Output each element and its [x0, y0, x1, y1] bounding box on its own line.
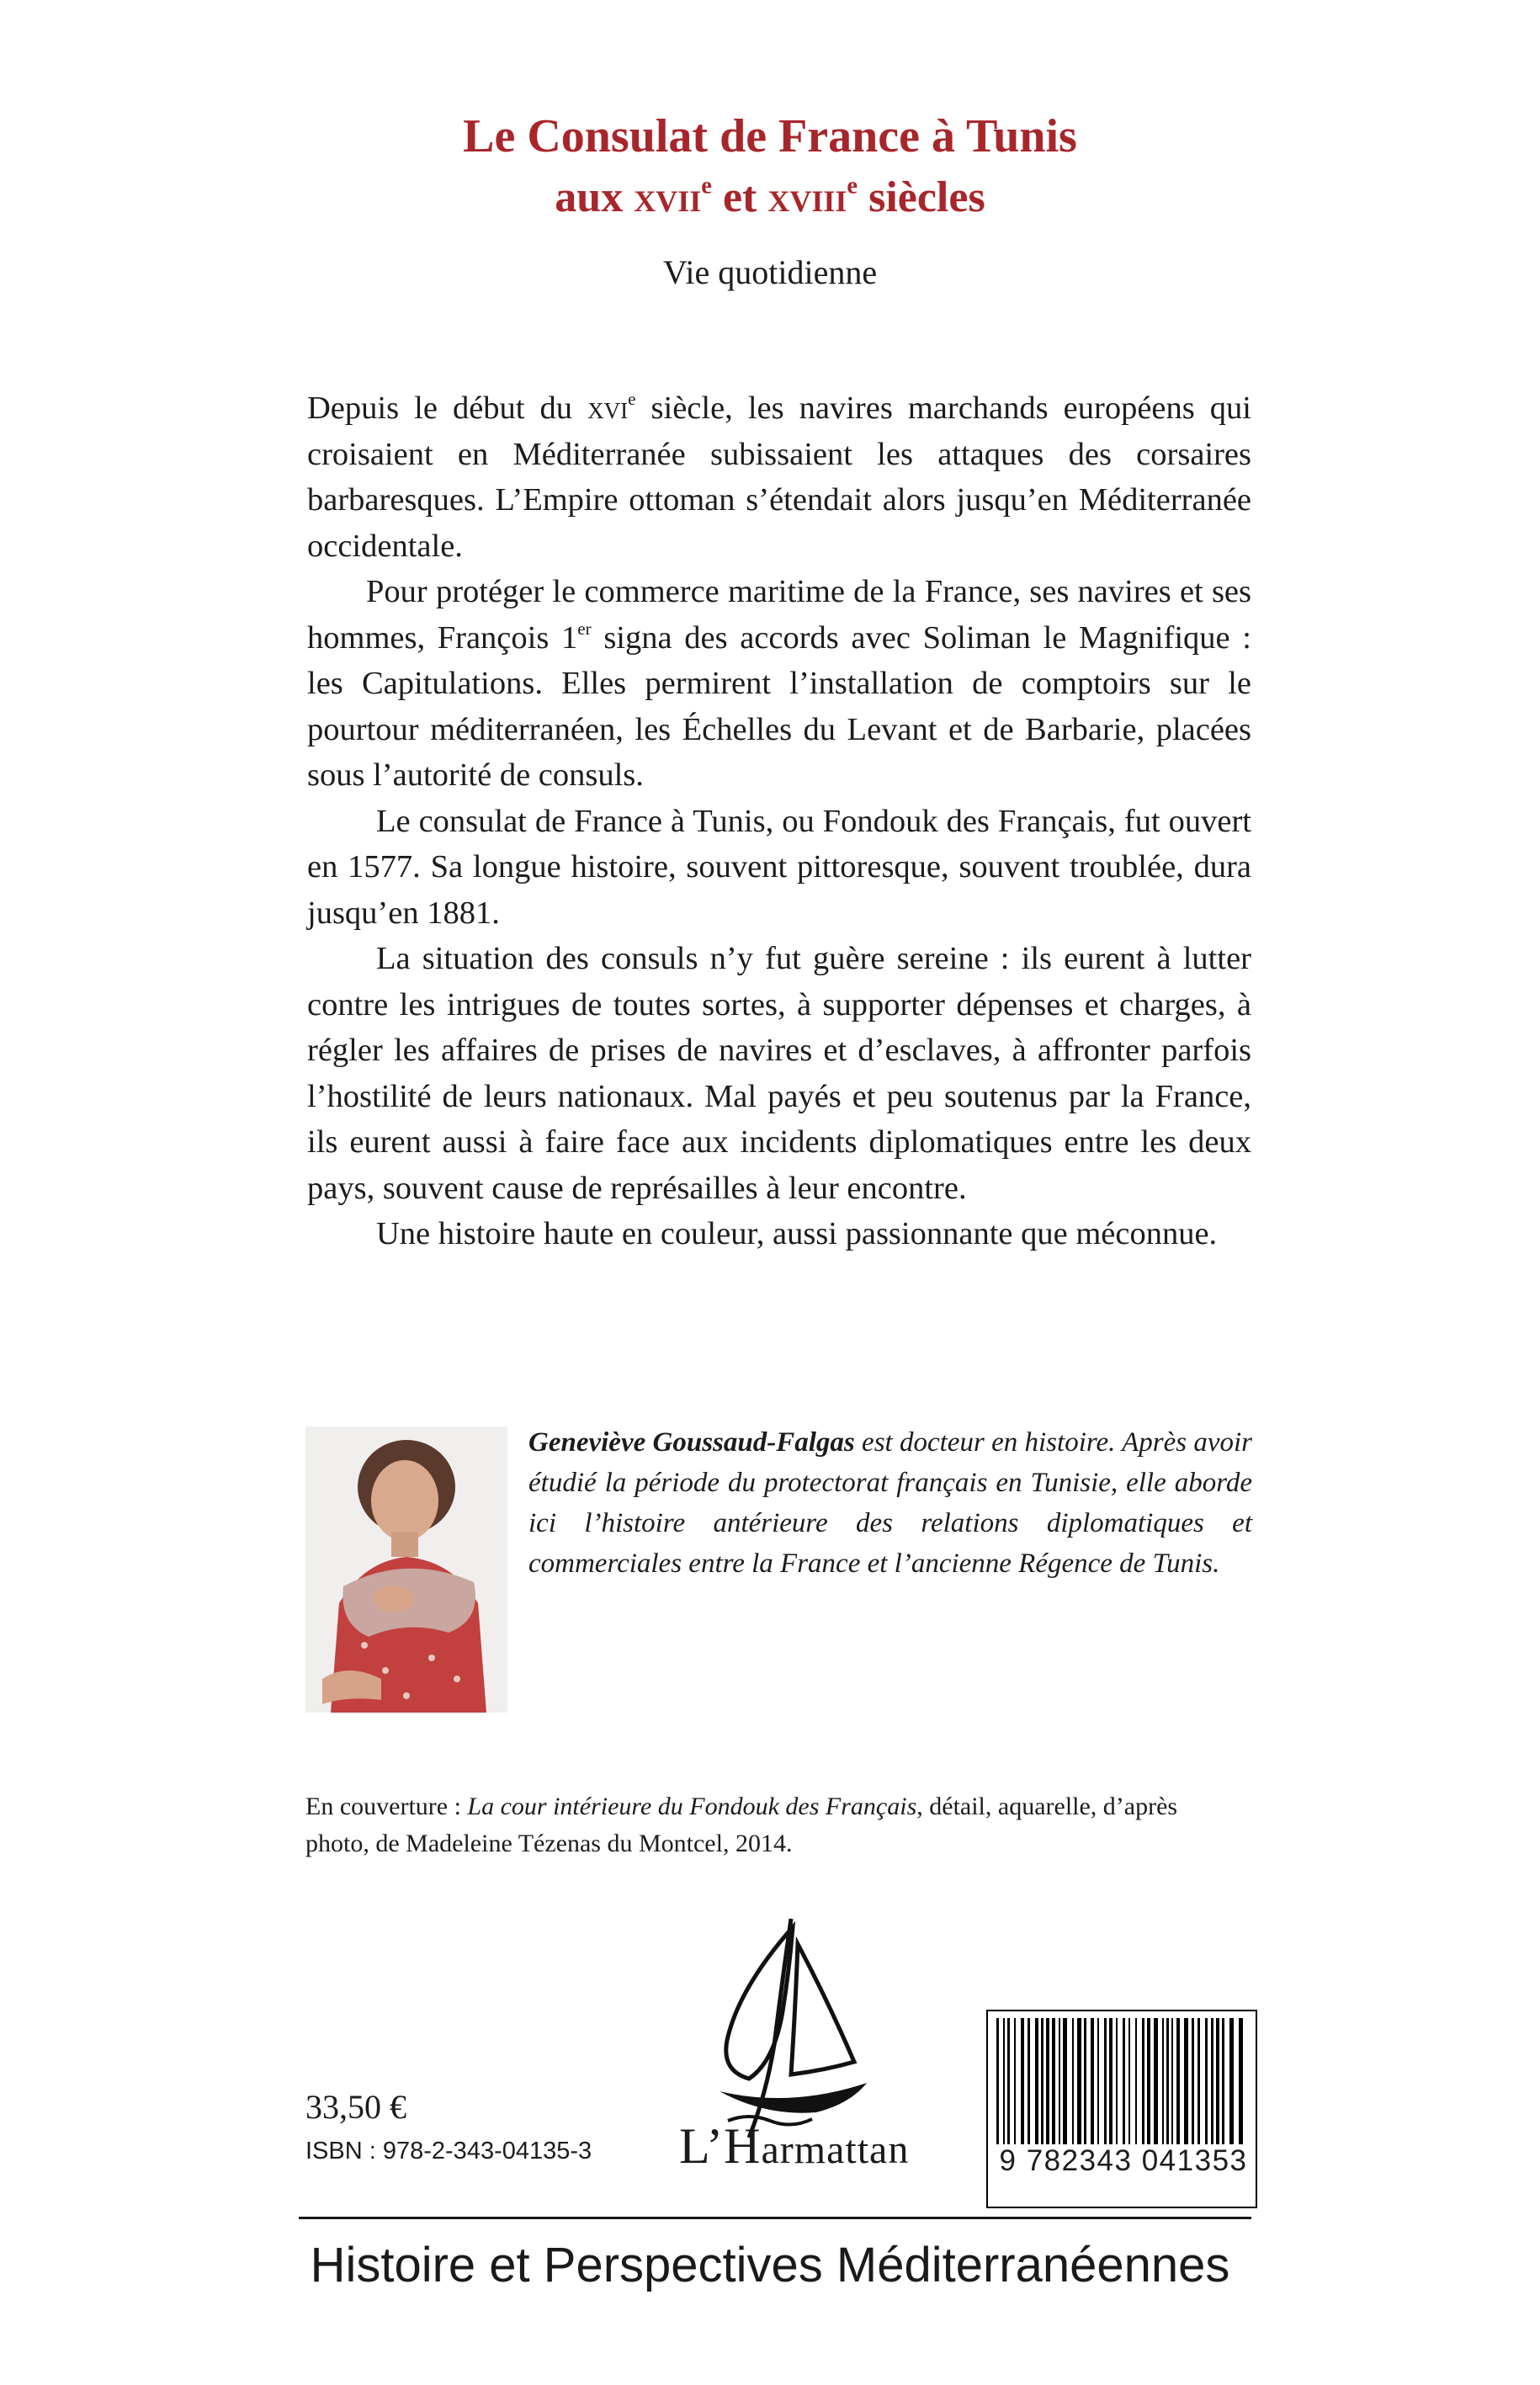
- title-sub-suffix: siècles: [858, 173, 985, 221]
- blurb-paragraph-5: Une histoire haute en couleur, aussi passionnante que méconnue.: [376, 1216, 1218, 1251]
- barcode-bar: [1084, 2018, 1086, 2144]
- blurb: [307, 385, 1251, 1257]
- barcode-bar: [1205, 2018, 1208, 2144]
- barcode-bar: [1097, 2018, 1099, 2144]
- barcode-bar: [1216, 2018, 1219, 2144]
- book-subtitle: Vie quotidienne: [662, 253, 878, 291]
- author-bio-text: est docteur en histoire. Après avoir étudié la période du protectorat français en Tunisie, elle aborde ici l’histoire antérieure des relations diplomatiques et commerciales entre la France et l’ancienne Régence de Tunis.: [528, 1427, 1253, 1579]
- book-title: Le Consulat de France à Tunis: [463, 110, 1077, 162]
- barcode-bar: [1184, 2018, 1188, 2144]
- title-sub-and: et: [711, 173, 768, 221]
- barcode-bar: [1123, 2018, 1125, 2144]
- blurb-p1-sup: e: [628, 389, 636, 410]
- barcode-bar: [1147, 2018, 1150, 2144]
- credit-work-title: La cour intérieure du Fondouk des Français: [467, 1793, 917, 1820]
- blurb-p1-b: siècle, les navires marchands européens qui croisaient en Méditerranée subissaient les attaques des corsaires barbaresques. L’Empire ottoman s’étendait alors jusqu’en Méditerranée occidentale.: [307, 390, 1251, 564]
- barcode-bar: [1142, 2018, 1144, 2144]
- century-xvii-sup: e: [701, 173, 712, 199]
- barcode-bar: [1109, 2018, 1113, 2144]
- blurb-paragraph-3: Le consulat de France à Tunis, ou Fondouk des Français, fut ouvert en 1577. Sa longue histoire, souvent pittoresque, souvent troublée, dura jusqu’en 1881.: [307, 803, 1251, 931]
- barcode-bar: [1007, 2018, 1010, 2144]
- barcode-bar: [1211, 2018, 1213, 2144]
- barcode-bar: [1166, 2018, 1169, 2144]
- barcode-bar: [1176, 2018, 1180, 2144]
- blurb-paragraph-1: [307, 385, 1251, 569]
- barcode-bar: [1192, 2018, 1194, 2144]
- barcode-bar: [1014, 2018, 1016, 2144]
- barcode-bar: [1171, 2018, 1173, 2144]
- barcode-bar: [1135, 2018, 1137, 2144]
- barcode-bar: [996, 2018, 999, 2144]
- barcode-bar: [1021, 2018, 1024, 2144]
- century-xviii-sup: e: [847, 173, 858, 199]
- publisher-rest: armattan: [761, 2127, 910, 2172]
- barcode-bar: [1077, 2018, 1081, 2144]
- title-sub-prefix: aux: [555, 173, 635, 221]
- barcode-bar: [1046, 2018, 1049, 2144]
- barcode-bar: [1239, 2018, 1243, 2144]
- blurb-p2-sup: er: [577, 618, 592, 639]
- blurb-paragraph-4: La situation des consuls n’y fut guère sereine : ils eurent à lutter contre les intrigues de toutes sortes, à supporter dépenses et charges, à régler les affaires de prises de navires et d’esclaves, à affronter parfois l’hostilité de leurs nationaux. Mal payés et peu soutenus par la France, ils eurent aussi à faire face aux incidents diplomatiques entre les deux pays, souvent cause de représailles à leur encontre.: [307, 941, 1251, 1206]
- blurb-p2-a: Pour protéger le commerce maritime de la France, ses navires et ses hommes, François 1: [307, 574, 1251, 656]
- isbn: ISBN : 978-2-343-04135-3: [305, 2138, 592, 2165]
- blurb-paragraph-2: [307, 569, 1251, 799]
- barcode-bar: [1003, 2018, 1005, 2144]
- barcode-bar: [1162, 2018, 1164, 2144]
- barcode-bar: [1052, 2018, 1055, 2144]
- cover-credit: [305, 1788, 1231, 1862]
- barcode-bar: [1028, 2018, 1030, 2144]
- book-title-centuries: [0, 173, 1540, 223]
- credit-suffix: , détail, aquarelle, d’après photo, de Madeleine Tézenas du Montcel, 2014.: [305, 1793, 1178, 1857]
- series-title: Histoire et Perspectives Méditerranéennes: [310, 2238, 1230, 2292]
- barcode-bar: [1059, 2018, 1060, 2144]
- blurb-p1-century: xvi: [587, 390, 629, 426]
- barcode-bar: [1229, 2018, 1234, 2144]
- blurb-p1-a: Depuis le début du: [307, 390, 588, 426]
- publisher-initial: L’H: [679, 2118, 762, 2174]
- barcode-bar: [1041, 2018, 1043, 2144]
- barcode-bar: [1063, 2018, 1067, 2144]
- barcode-digits: 9 782343 041353: [993, 2144, 1254, 2178]
- barcode-bar: [1116, 2018, 1118, 2144]
- publisher-logo-text: [679, 2117, 909, 2175]
- credit-prefix: En couverture :: [305, 1793, 468, 1820]
- price: 33,50 €: [305, 2088, 406, 2126]
- century-xvii: xvii: [634, 173, 702, 221]
- barcode-bar: [1104, 2018, 1107, 2144]
- barcode-bar: [1128, 2018, 1130, 2144]
- barcode-bar: [1035, 2018, 1038, 2144]
- barcode-bar: [1072, 2018, 1074, 2144]
- barcode-bar: [1222, 2018, 1224, 2144]
- barcode: [986, 2010, 1257, 2208]
- author-bio: [528, 1422, 1252, 1584]
- author-name: Geneviève Goussaud-Falgas: [528, 1427, 855, 1458]
- barcode-bar: [1091, 2018, 1094, 2144]
- century-xviii: xviii: [767, 173, 847, 221]
- author-photo: [305, 1426, 507, 1713]
- barcode-bar: [1197, 2018, 1200, 2144]
- barcode-bar: [1154, 2018, 1158, 2144]
- blurb-p2-b: signa des accords avec Soliman le Magnifique : les Capitulations. Elles permirent l’installation de comptoirs sur le pourtour méditerranéen, les Échelles du Levant et de Barbarie, placées sous l’autorité de consuls.: [307, 619, 1251, 793]
- divider: [299, 2217, 1251, 2219]
